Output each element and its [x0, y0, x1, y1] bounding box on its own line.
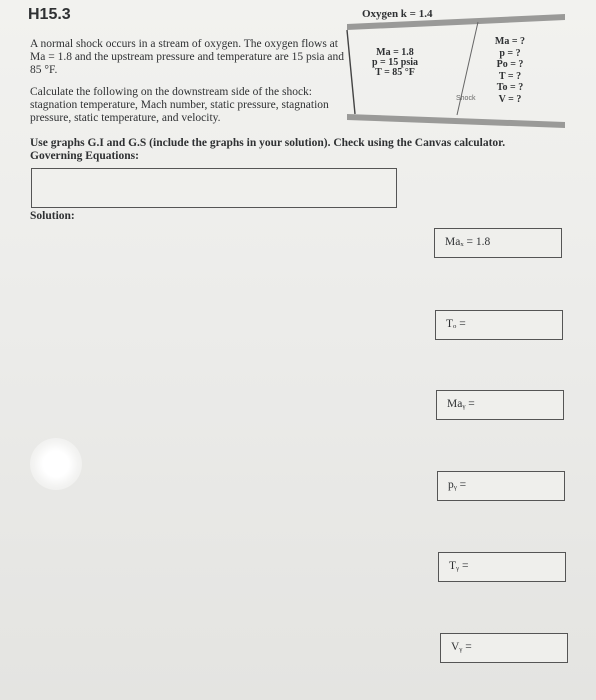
problem-task: Calculate the following on the downstream side of the shock: stagnation temperature, Mach number, static pressure, stagnation pressure, static temperature, and velocity. — [30, 86, 329, 124]
downstream-temperature: T = ? — [498, 70, 522, 82]
downstream-pressure: p = ? — [499, 47, 521, 59]
answer-box-temperature-y[interactable] — [438, 552, 566, 582]
light-glare — [30, 438, 82, 490]
upstream-mach: Ma = 1.8 — [376, 47, 414, 58]
solution-label: Solution: — [30, 210, 75, 222]
problem-statement: A normal shock occurs in a stream of oxygen. The oxygen flows at Ma = 1.8 and the upstream pressure and temperature are 15 psia and 85 °F. — [30, 38, 344, 76]
downstream-mach: Ma = ? — [494, 36, 526, 47]
problem-number: H15.3 — [28, 6, 71, 23]
downstream-conditions — [480, 36, 540, 105]
answer-label-stagnation-temperature: Tₒ = — [446, 318, 466, 330]
answer-label-velocity-y: Vᵧ = — [451, 641, 472, 653]
downstream-stagnation-pressure: Po = ? — [496, 59, 524, 70]
answer-box-velocity-y[interactable] — [440, 633, 568, 663]
shock-label: Shock — [456, 95, 476, 102]
answer-box-stagnation-temperature[interactable] — [435, 310, 563, 340]
instructions-text: Use graphs G.I and G.S (include the graphs in your solution). Check using the Canvas calculator. — [30, 137, 506, 149]
answer-label-pressure-y: pᵧ = — [448, 479, 467, 491]
duct-top-wall — [347, 14, 565, 30]
answer-label-mach-x: Maₓ = 1.8 — [445, 236, 491, 248]
answer-box-mach-x[interactable] — [434, 228, 562, 258]
governing-equations-box[interactable] — [31, 168, 397, 208]
answer-box-mach-y[interactable] — [436, 390, 564, 420]
answer-label-mach-y: Maᵧ = — [447, 398, 475, 410]
upstream-temperature: T = 85 °F — [375, 67, 415, 78]
instructions — [30, 137, 570, 163]
duct-bottom-wall — [347, 114, 565, 128]
answer-box-pressure-y[interactable] — [437, 471, 565, 501]
answer-label-temperature-y: Tᵧ = — [449, 560, 469, 572]
downstream-velocity: V = ? — [498, 93, 522, 105]
duct-inlet-edge — [347, 30, 355, 114]
gas-label: Oxygen k = 1.4 — [362, 8, 433, 20]
upstream-conditions — [370, 48, 420, 78]
upstream-pressure: p = 15 psia — [372, 57, 418, 68]
downstream-stagnation-temperature: To = ? — [496, 82, 524, 93]
governing-equations-label: Governing Equations: — [30, 150, 139, 162]
